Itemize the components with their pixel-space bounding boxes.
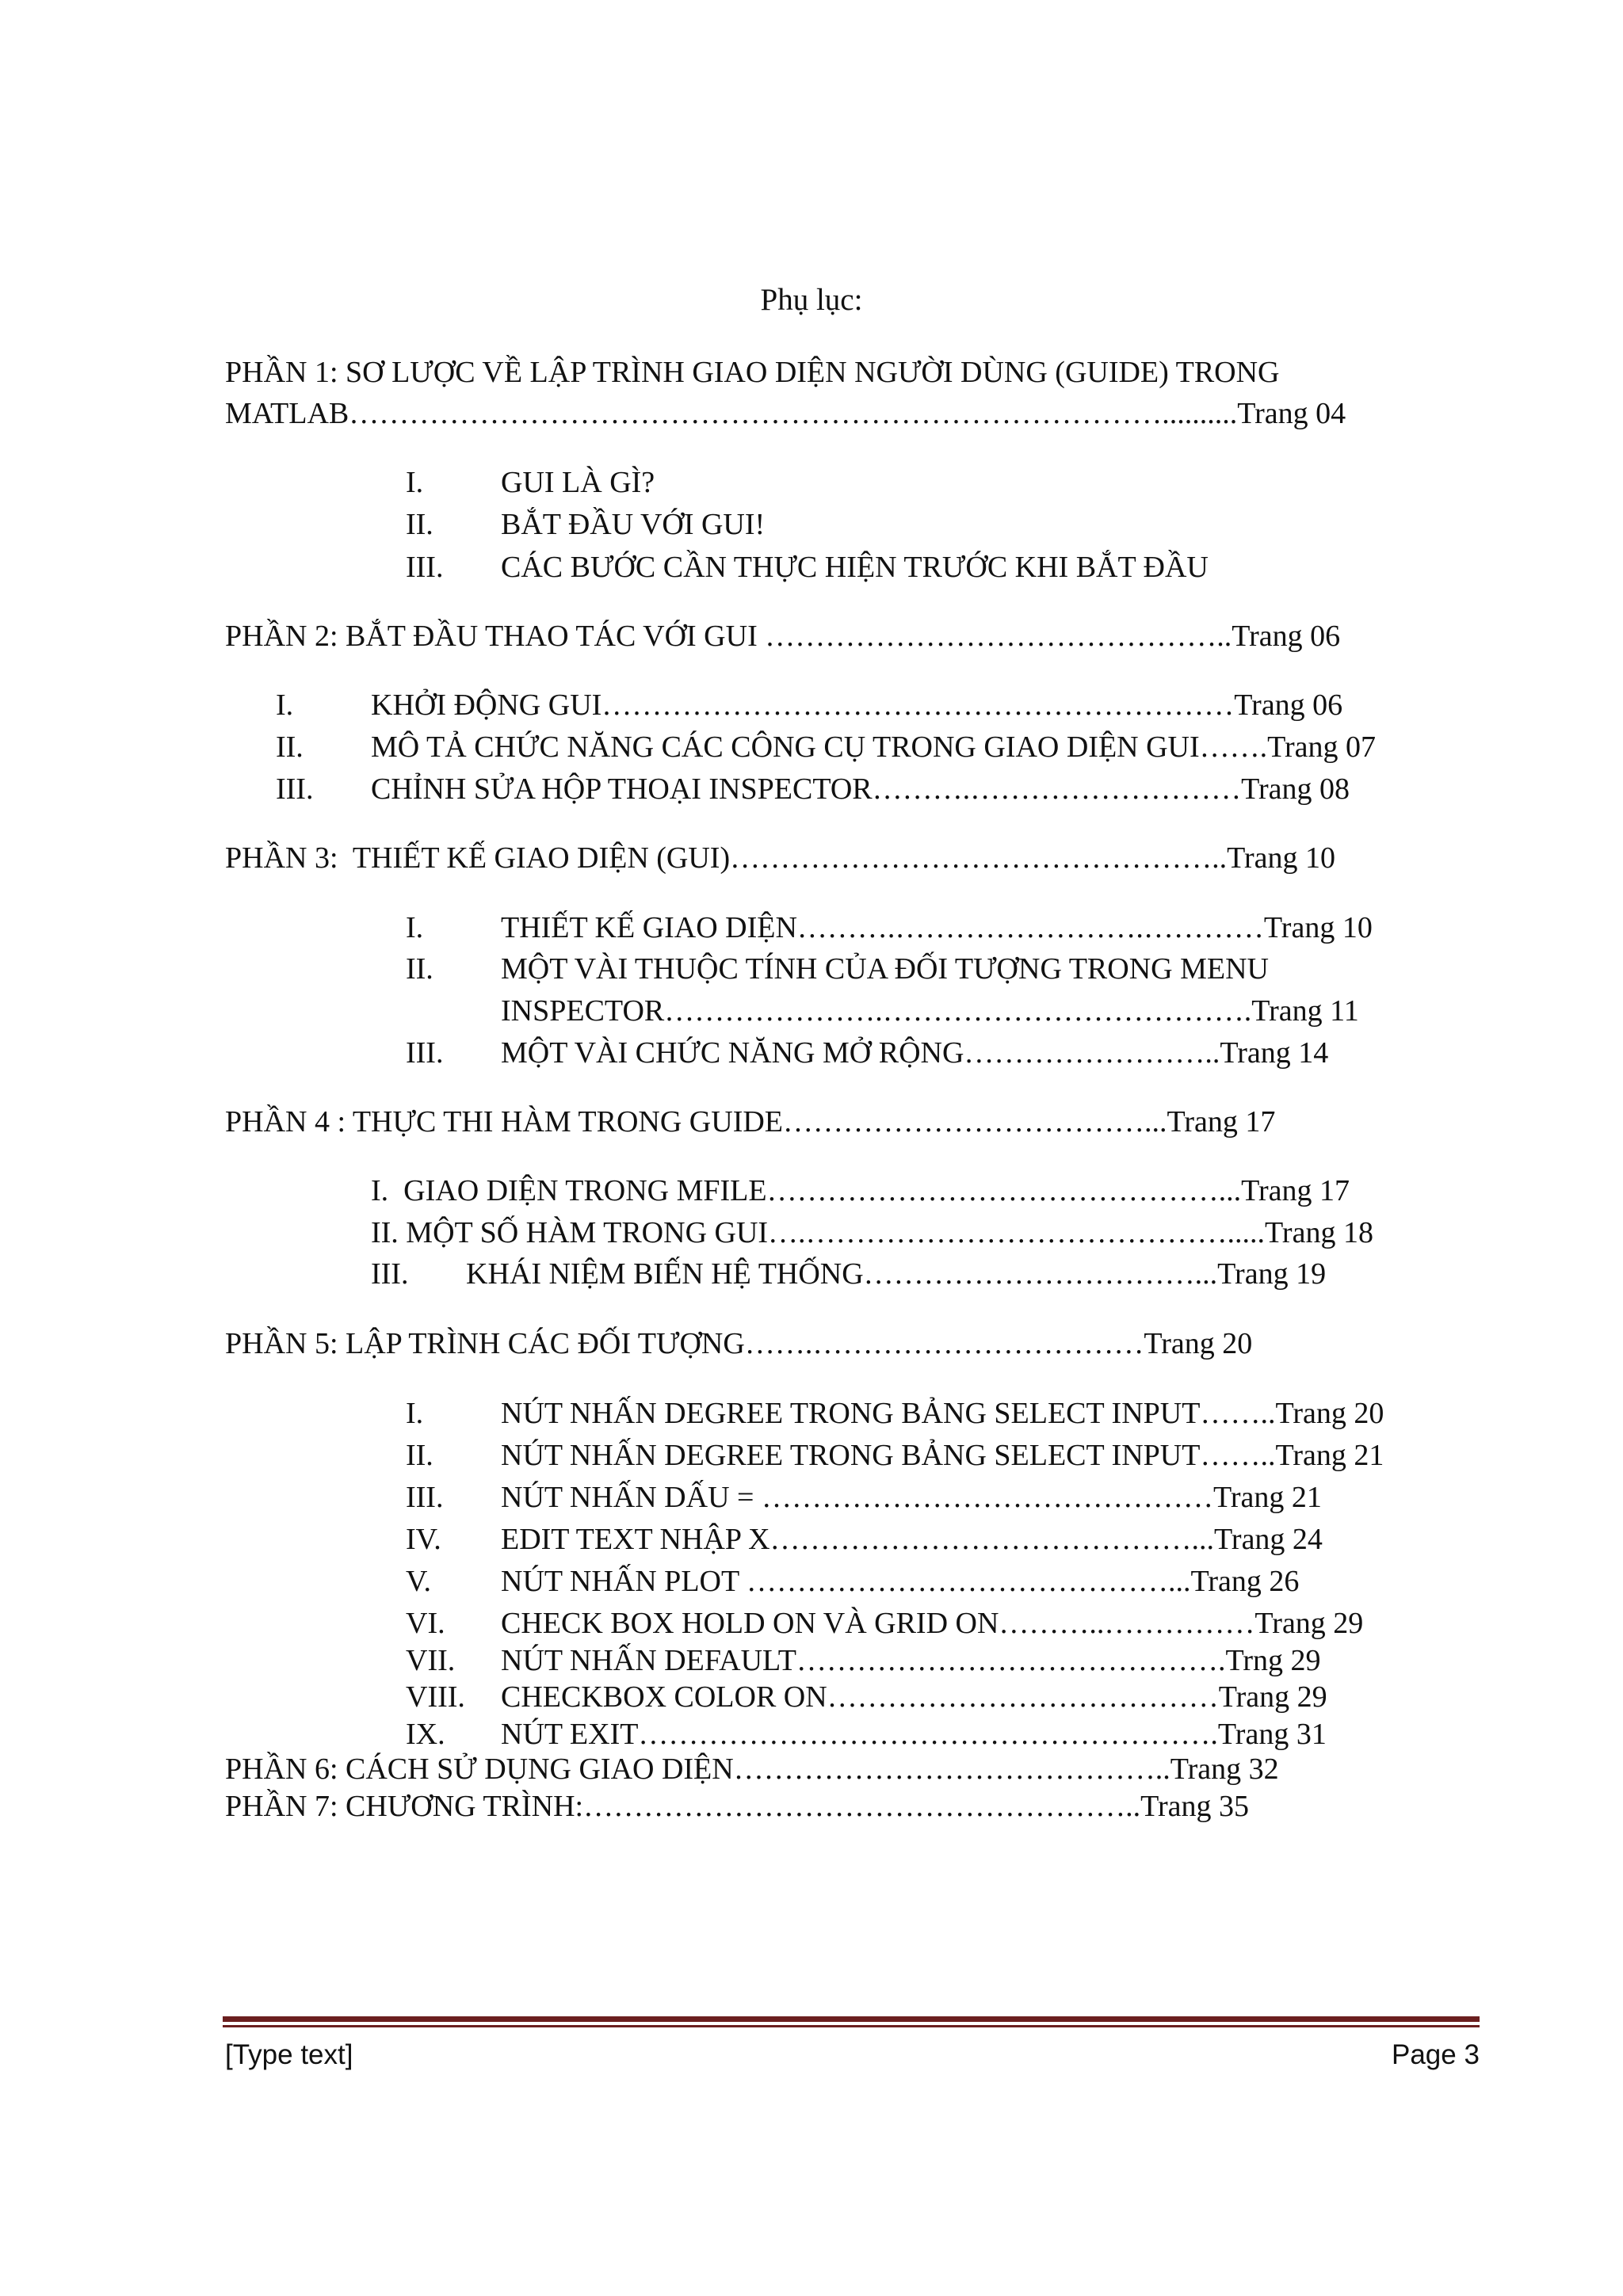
- toc-numeral: IX.: [406, 1718, 445, 1751]
- toc-entry: II. MỘT SỐ HÀM TRONG GUI….…………………………………….....Trang 18: [371, 1216, 1373, 1249]
- toc-entry: MÔ TẢ CHỨC NĂNG CÁC CÔNG CỤ TRONG GIAO DIỆN GUI…….Trang 07: [371, 730, 1377, 764]
- toc-part-1-line-1: PHẦN 1: SƠ LƯỢC VỀ LẬP TRÌNH GIAO DIỆN NGƯỜI DÙNG (GUIDE) TRONG: [225, 356, 1280, 389]
- toc-entry: BẮT ĐẦU VỚI GUI!: [501, 508, 766, 541]
- toc-part-7: PHẦN 7: CHƯƠNG TRÌNH:………………………………………………..Trang 35: [225, 1790, 1249, 1823]
- toc-entry: KHÁI NIỆM BIẾN HỆ THỐNG……………………………...Trang 19: [466, 1257, 1327, 1291]
- toc-numeral: I.: [406, 466, 424, 499]
- page-title: Phụ lục:: [760, 283, 863, 317]
- toc-entry: CÁC BƯỚC CẦN THỰC HIỆN TRƯỚC KHI BẮT ĐẦU: [501, 551, 1209, 584]
- footer-rule: [223, 2016, 1480, 2022]
- toc-numeral: III.: [371, 1257, 409, 1291]
- toc-entry: NÚT NHẤN DẤU = ………………………………………Trang 21: [501, 1481, 1322, 1514]
- toc-part-6: PHẦN 6: CÁCH SỬ DỤNG GIAO DIỆN……………………………………..Trang 32: [225, 1753, 1279, 1786]
- toc-entry: NÚT NHẤN PLOT ……………………………………...Trang 26: [501, 1565, 1300, 1598]
- toc-part-4: PHẦN 4 : THỰC THI HÀM TRONG GUIDE………………………………...Trang 17: [225, 1105, 1276, 1138]
- footer-left-text: [Type text]: [225, 2039, 353, 2070]
- toc-numeral: VI.: [406, 1607, 445, 1640]
- toc-entry: I. GIAO DIỆN TRONG MFILE………………………………………...Trang 17: [371, 1174, 1350, 1207]
- toc-part-1-line-2: MATLAB………………………………………………………………………..........Trang 04: [225, 397, 1346, 430]
- toc-numeral: II.: [276, 730, 304, 764]
- toc-part-2: PHẦN 2: BẮT ĐẦU THAO TÁC VỚI GUI ………………………………………..Trang 06: [225, 620, 1341, 653]
- toc-numeral: II.: [406, 952, 433, 986]
- toc-entry: EDIT TEXT NHẬP X……………………………………...Trang 24: [501, 1523, 1323, 1556]
- toc-entry: GUI LÀ GÌ?: [501, 466, 655, 499]
- toc-numeral: II.: [406, 1439, 433, 1472]
- toc-entry: NÚT EXIT………………………………………………….Trang 31: [501, 1718, 1327, 1751]
- toc-part-5: PHẦN 5: LẬP TRÌNH CÁC ĐỐI TƯỢNG…….……………………………Trang 20: [225, 1327, 1253, 1360]
- toc-entry: CHỈNH SỬA HỘP THOẠI INSPECTOR……….………………………Trang 08: [371, 772, 1350, 806]
- toc-entry: CHECK BOX HOLD ON VÀ GRID ON………..……………Trang 29: [501, 1607, 1364, 1640]
- toc-part-3: PHẦN 3: THIẾT KẾ GIAO DIỆN (GUI)…………………………………………..Trang 10: [225, 841, 1336, 875]
- toc-numeral: VIII.: [406, 1680, 465, 1714]
- toc-entry-continued: INSPECTOR………………….……………………………….Trang 11: [501, 994, 1359, 1028]
- toc-entry: NÚT NHẤN DEGREE TRONG BẢNG SELECT INPUT……..Trang 21: [501, 1439, 1384, 1472]
- toc-entry: NÚT NHẤN DEFAULT…………………………………….Trng 29: [501, 1644, 1321, 1677]
- toc-numeral: III.: [276, 772, 314, 806]
- toc-numeral: III.: [406, 1036, 444, 1070]
- toc-numeral: I.: [406, 1397, 424, 1430]
- toc-numeral: VII.: [406, 1644, 456, 1677]
- toc-entry: MỘT VÀI CHỨC NĂNG MỞ RỘNG……………………..Trang 14: [501, 1036, 1329, 1070]
- toc-numeral: III.: [406, 551, 444, 584]
- toc-entry: CHECKBOX COLOR ON…………………………………Trang 29: [501, 1680, 1327, 1714]
- toc-numeral: III.: [406, 1481, 444, 1514]
- page-number: Page 3: [1392, 2039, 1480, 2070]
- toc-entry: NÚT NHẤN DEGREE TRONG BẢNG SELECT INPUT……..Trang 20: [501, 1397, 1384, 1430]
- toc-numeral: II.: [406, 508, 433, 541]
- toc-entry: KHỞI ĐỘNG GUI………………………………………………………Trang 06: [371, 688, 1343, 722]
- toc-numeral: V.: [406, 1565, 432, 1598]
- toc-numeral: IV.: [406, 1523, 441, 1556]
- toc-entry: THIẾT KẾ GIAO DIỆN……….…………………….…………Trang 10: [501, 911, 1373, 944]
- toc-numeral: I.: [406, 911, 424, 944]
- toc-numeral: I.: [276, 688, 294, 722]
- toc-entry: MỘT VÀI THUỘC TÍNH CỦA ĐỐI TƯỢNG TRONG MENU: [501, 952, 1269, 986]
- footer-rule-thin: [223, 2025, 1480, 2027]
